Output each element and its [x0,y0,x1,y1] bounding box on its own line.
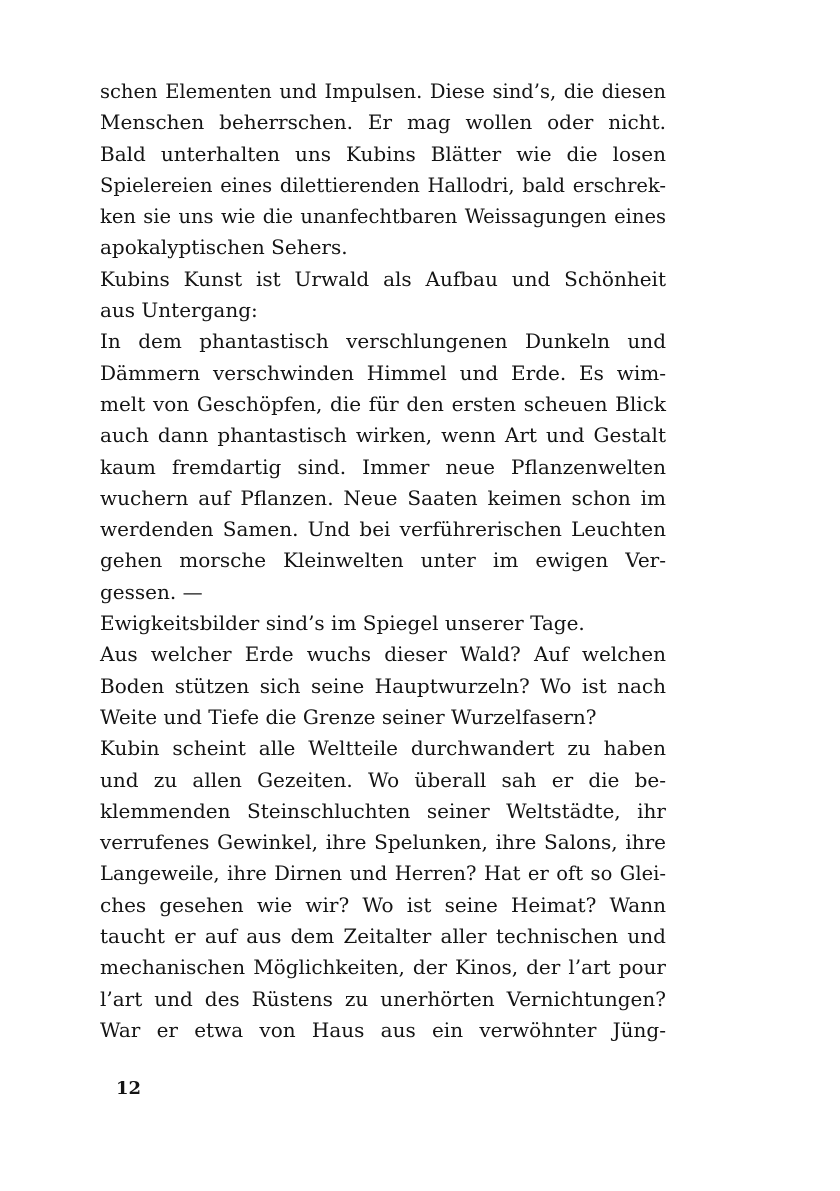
text-line: Kubins Kunst ist Urwald als Aufbau und Schönheit [100,266,666,291]
text-line: Bald unterhalten uns Kubins Blätter wie die losen [100,141,666,166]
text-line: Aus welcher Erde wuchs dieser Wald? Auf welchen [100,642,666,667]
text-line: l’art und des Rüstens zu unerhörten Vernichtungen? [100,986,666,1011]
text-line: ches gesehen wie wir? Wo ist seine Heimat? Wann [100,892,666,917]
text-line: schen Elementen und Impulsen. Diese sind’s, die diesen [100,80,666,103]
text-line: In dem phantastisch verschlungenen Dunkeln und [100,329,666,354]
body-text [100,76,666,1046]
text-line: klemmenden Steinschluchten seiner Weltstädte, ihr [100,798,666,823]
text-line: Menschen beherrschen. Er mag wollen oder nicht. [100,110,666,135]
text-line: War er etwa von Haus aus ein verwöhnter Jüng- [100,1017,666,1042]
text-line: Kubin scheint alle Weltteile durchwandert zu haben [100,736,666,761]
text-line: Langeweile, ihre Dirnen und Herren? Hat er oft so Glei- [100,862,666,886]
text-line: Spielereien eines dilettierenden Hallodri, bald erschrek- [100,173,666,197]
text-line: Ewigkeitsbilder sind’s im Spiegel unserer Tage. [100,611,585,636]
text-line: ken sie uns wie die unanfechtbaren Weissagungen eines [100,205,666,229]
page-number: 12 [116,1078,142,1099]
text-line: aus Untergang: [100,298,258,323]
text-line: wuchern auf Pflanzen. Neue Saaten keimen schon im [100,485,666,510]
text-line: Dämmern verschwinden Himmel und Erde. Es wim- [100,360,666,385]
text-line: auch dann phantastisch wirken, wenn Art und Gestalt [100,423,666,448]
text-line: mechanischen Möglichkeiten, der Kinos, der l’art pour [100,955,666,980]
text-line: gessen. — [100,579,203,604]
text-line: Boden stützen sich seine Hauptwurzeln? Wo ist nach [100,673,666,698]
text-line: verrufenes Gewinkel, ihre Spelunken, ihre Salons, ihre [100,830,666,855]
text-line: apokalyptischen Sehers. [100,235,348,260]
text-line: melt von Geschöpfen, die für den ersten scheuen Blick [100,391,666,416]
text-line: kaum fremdartig sind. Immer neue Pflanzenwelten [100,454,666,479]
text-line: taucht er auf aus dem Zeitalter aller technischen und [100,924,666,949]
text-line: gehen morsche Kleinwelten unter im ewigen Ver- [100,548,666,573]
text-line: Weite und Tiefe die Grenze seiner Wurzelfasern? [100,704,597,729]
text-line: werdenden Samen. Und bei verführerischen Leuchten [100,517,666,542]
text-line: und zu allen Gezeiten. Wo überall sah er die be- [100,767,666,792]
